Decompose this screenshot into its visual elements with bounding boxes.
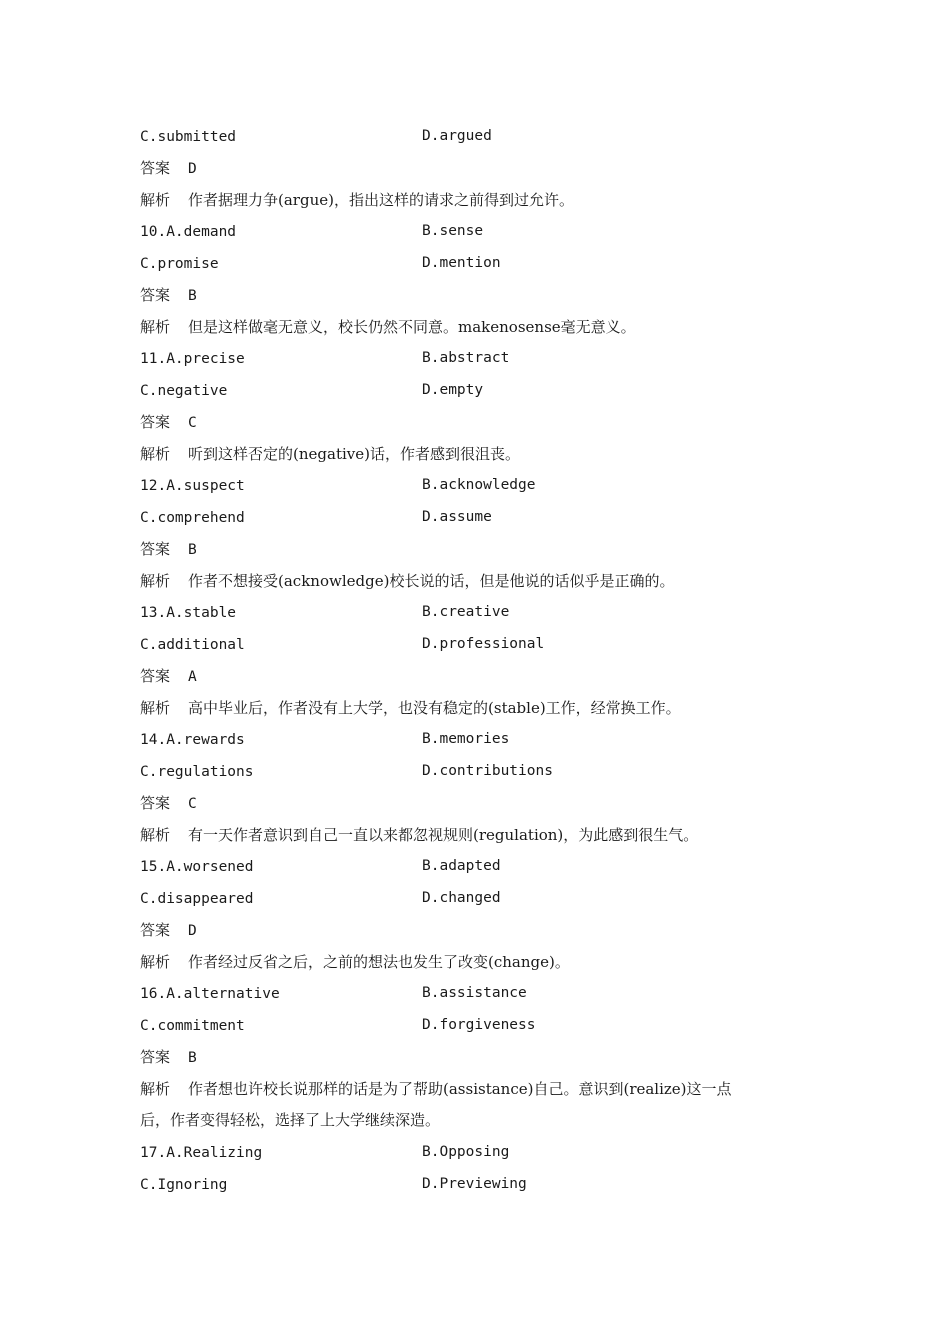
option-row [140,983,527,1004]
option-b: D.contributions [422,763,553,779]
option-b: D.empty [422,382,484,398]
explanation-row [140,952,570,972]
answer-label: 答案 [140,793,171,812]
answer-label: 答案 [140,158,171,177]
explanation-text: 作者据理力争(argue)，指出这样的请求之前得到过允许。 [188,190,574,209]
explanation-label: 解析 [140,1079,171,1098]
option-b: B.Opposing [422,1144,510,1160]
option-row [140,126,492,147]
explanation-text: 高中毕业后，作者没有上大学，也没有稳定的(stable)工作，经常换工作。 [188,698,681,717]
explanation-text: 作者想也许校长说那样的话是为了帮助(assistance)自己。意识到(realize)这一点 [188,1079,732,1098]
option-a: C.disappeared [140,891,254,907]
option-a: 17.A.Realizing [140,1145,263,1161]
explanation-label: 解析 [140,698,171,717]
option-a: 10.A.demand [140,224,237,241]
explanation-row [140,571,674,591]
option-row [140,856,501,877]
option-b: B.acknowledge [422,477,536,494]
answer-row [140,158,197,179]
option-a: C.comprehend [140,510,245,526]
option-row [140,348,510,369]
option-b: D.forgiveness [422,1017,536,1033]
explanation-label: 解析 [140,825,171,844]
answer-row [140,920,197,941]
option-a: 13.A.stable [140,605,237,622]
answer-label: 答案 [140,666,171,685]
answer-value: B [188,1049,197,1066]
option-b: D.mention [422,255,501,271]
explanation-text: 听到这样否定的(negative)话，作者感到很沮丧。 [188,444,520,463]
option-row [140,221,484,242]
explanation-row [140,1079,732,1099]
answer-value: A [188,668,197,685]
explanation-text: 作者经过反省之后，之前的想法也发生了改变(change)。 [188,952,570,971]
option-a: 11.A.precise [140,351,245,368]
answer-label: 答案 [140,285,171,304]
option-row [140,380,484,401]
option-b: D.assume [422,509,492,525]
answer-value: C [188,414,197,431]
answer-value: C [188,795,197,812]
option-b: D.argued [422,128,492,144]
explanation-text: 但是这样做毫无意义，校长仍然不同意。makenosense毫无意义。 [188,317,636,336]
answer-label: 答案 [140,539,171,558]
option-b: B.abstract [422,350,510,367]
option-row [140,475,536,496]
explanation-continuation: 后，作者变得轻松，选择了上大学继续深造。 [140,1111,441,1130]
option-row [140,729,510,750]
option-b: B.memories [422,731,510,748]
explanation-row [140,825,698,845]
option-row [140,1142,510,1163]
explanation-label: 解析 [140,190,171,209]
option-b: D.changed [422,890,501,906]
option-b: B.sense [422,223,484,240]
answer-row [140,539,197,560]
explanation-label: 解析 [140,317,171,336]
answer-label: 答案 [140,1047,171,1066]
option-row [140,888,501,909]
explanation-label: 解析 [140,952,171,971]
option-row [140,507,492,528]
explanation-text: 有一天作者意识到自己一直以来都忽视规则(regulation)，为此感到很生气。 [188,825,699,844]
answer-label: 答案 [140,920,171,939]
option-row [140,761,553,782]
option-a: 16.A.alternative [140,986,280,1003]
option-a: 14.A.rewards [140,732,245,749]
answer-value: D [188,160,197,177]
option-b: B.adapted [422,858,501,875]
option-row [140,1015,536,1036]
option-a: 15.A.worsened [140,859,254,876]
option-row [140,602,510,623]
answer-row [140,666,197,687]
option-row [140,253,501,274]
option-b: D.Previewing [422,1175,527,1192]
option-a: C.negative [140,383,228,399]
answer-value: B [188,287,197,304]
option-b: D.professional [422,636,545,652]
answer-row [140,1047,197,1068]
explanation-row [140,444,520,464]
explanation-label: 解析 [140,571,171,590]
explanation-text: 作者不想接受(acknowledge)校长说的话，但是他说的话似乎是正确的。 [188,571,675,590]
answer-value: D [188,922,197,939]
option-a: C.Ignoring [140,1176,228,1193]
option-b: B.assistance [422,985,527,1002]
explanation-row [140,698,681,718]
explanation-row [140,317,636,337]
answer-row [140,285,197,306]
answer-label: 答案 [140,412,171,431]
option-a: C.regulations [140,764,254,780]
option-a: C.additional [140,637,245,653]
option-b: B.creative [422,604,510,621]
option-a: C.commitment [140,1018,245,1034]
answer-value: B [188,541,197,558]
option-a: C.submitted [140,129,237,145]
answer-row [140,412,197,433]
option-a: 12.A.suspect [140,478,245,495]
option-row [140,634,545,655]
explanation-row [140,190,574,210]
option-row [140,1174,527,1195]
answer-row [140,793,197,814]
option-a: C.promise [140,256,219,272]
explanation-label: 解析 [140,444,171,463]
